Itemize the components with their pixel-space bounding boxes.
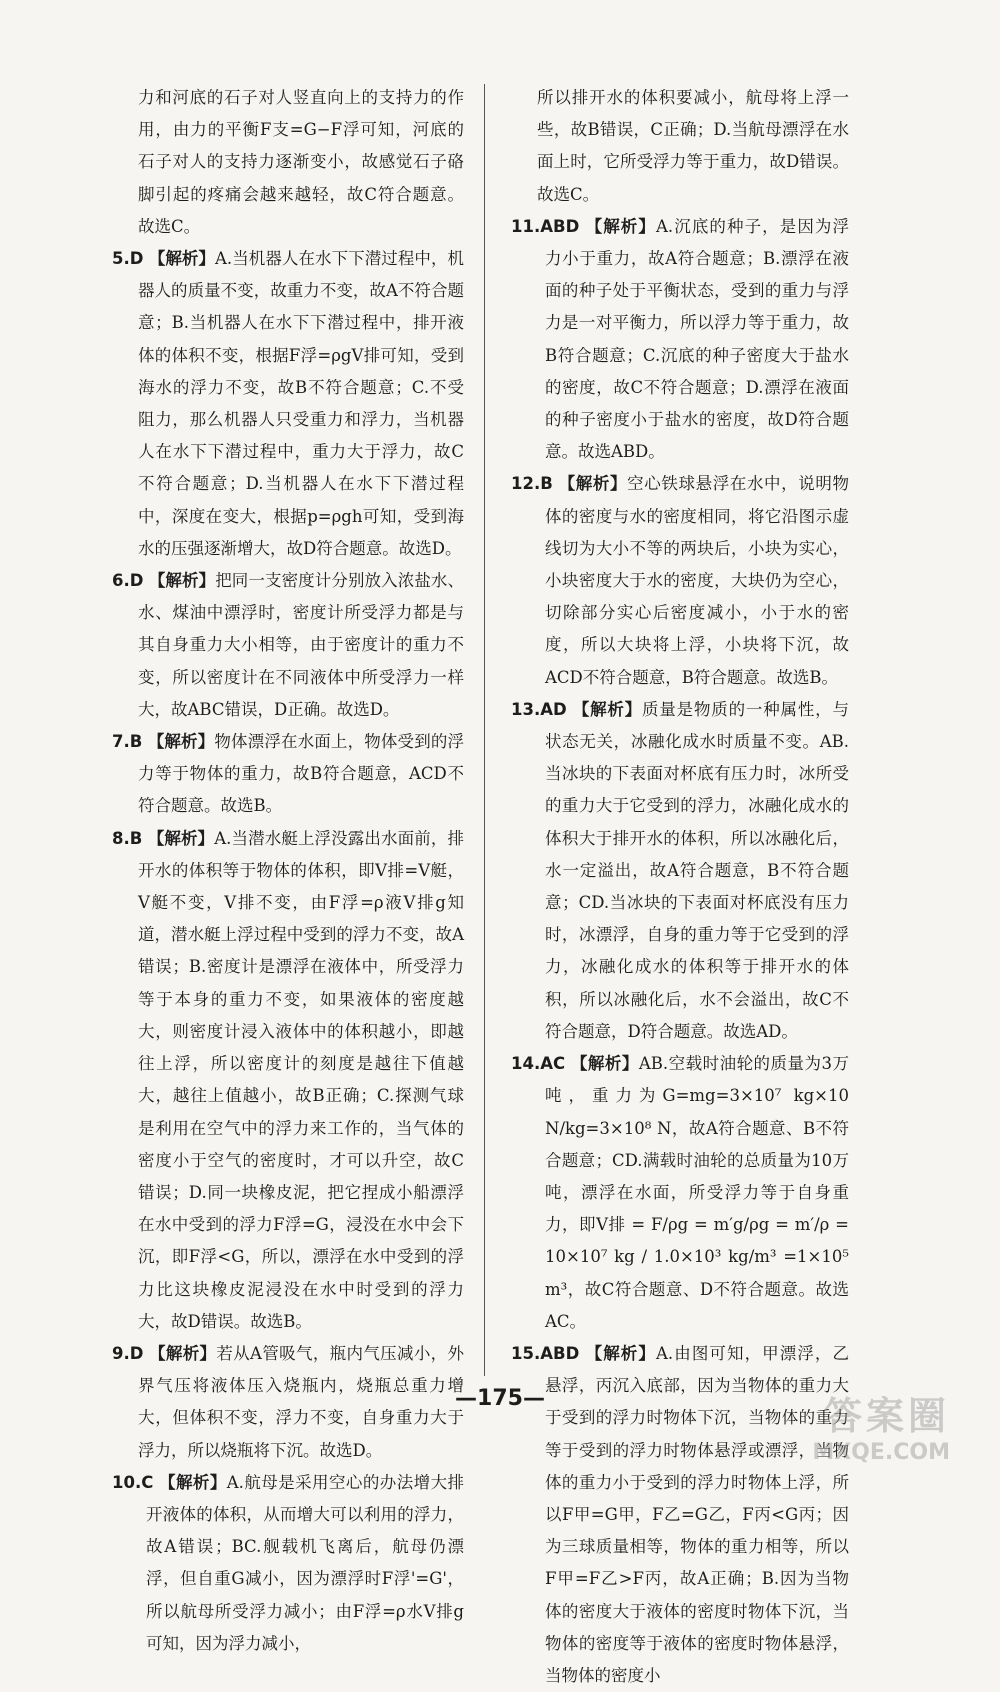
watermark-logo [760, 1385, 950, 1467]
answer-item: 9.D 【解析】若从A管吸气，瓶内气压减小，外界气压将液体压入烧瓶内，烧瓶总重力增大，但体积不变，浮力不变，自身重力大于浮力，所以烧瓶将下沉。故选D。 [112, 1343, 465, 1460]
answer-item: 7.B 【解析】物体漂浮在水面上，物体受到的浮力等于物体的重力，故B符合题意，ACD不符合题意。故选B。 [112, 732, 465, 816]
answer-item: 13.AD 【解析】质量是物质的一种属性，与状态无关，冰融化成水时质量不变。AB.当冰块的下表面对杯底有压力时，冰所受的重力大于它受到的浮力，冰融化成水的体积大于排开水的体积，所以冰融化后，水一定溢出，故A符合题意，B不符合题意；CD.当冰块的下表面对杯底没有压力时，冰漂浮，自身的重力等于它受到的浮力，冰融化成水的体积等于排开水的体积，所以冰融化后，水不会溢出，故C不符合题意，D符合题意。故选AD。 [511, 699, 850, 1041]
page-number: —175— [455, 1386, 545, 1411]
answer-item: 8.B 【解析】A.当潜水艇上浮没露出水面前，排开水的体积等于物体的体积，即V排=V艇，V艇不变，V排不变，由F浮=ρ液V排g知道，潜水艇上浮过程中受到的浮力不变，故A错误；B.密度计是漂浮在液体中，所受浮力等于本身的重力不变，如果液体的密度越大，则密度计浸入液体中的体积越小，即越往上浮，所以密度计的刻度是越往下值越大，越往上值越小，故B正确；C.探测气球是利用在空气中的浮力来工作的，当气体的密度小于空气的密度时，才可以升空，故C错误；D.同一块橡皮泥，把它捏成小船漂浮在水中受到的浮力F浮=G，浸没在水中会下沉，即F浮<G，所以，漂浮在水中受到的浮力比这块橡皮泥浸没在水中时受到的浮力大，故D错误。故选B。 [112, 828, 465, 1331]
answer-item: 14.AC 【解析】AB.空载时油轮的质量为3万吨，重力为G=mg=3×10⁷ kg×10 N/kg=3×10⁸ N，故A符合题意、B不符合题意；CD.满载时油轮的总质量为10万吨，漂浮在水面，所受浮力等于自身重力，即V排 = F/ρg = m′g/ρg = m′/ρ = 10×10⁷ kg / 1.0×10³ kg/m³ =1×10⁵ m³，故C符合题意、D不符合题意。故选AC。 [511, 1054, 850, 1331]
left-column [112, 82, 464, 1660]
answer-item: 10.C 【解析】A.航母是采用空心的办法增大排开液体的体积，从而增大可以利用的浮力，故A错误；BC.舰载机飞离后，航母仍漂浮，但自重G减小，因为漂浮时F浮'=G'，所以航母所受浮力减小；由F浮=ρ水V排g可知，因为浮力减小， [112, 1472, 464, 1653]
watermark-text: 答案圈 [823, 1394, 950, 1438]
answer-continuation: 力和河底的石子对人竖直向上的支持力的作用，由力的平衡F支=G−F浮可知，河底的石子对人的支持力逐渐变小，故感觉石子硌脚引起的疼痛会越来越轻，故C符合题意。故选C。 [138, 88, 464, 236]
answer-continuation: 所以排开水的体积要减小，航母将上浮一些，故B错误，C正确；D.当航母漂浮在水面上时，它所受浮力等于重力，故D错误。故选C。 [537, 88, 849, 204]
answer-item: 11.ABD 【解析】A.沉底的种子，是因为浮力小于重力，故A符合题意；B.漂浮在液面的种子处于平衡状态，受到的重力与浮力是一对平衡力，所以浮力等于重力，故B符合题意；C.沉底的种子密度大于盐水的密度，故C不符合题意；D.漂浮在液面的种子密度小于盐水的密度，故D符合题意。故选ABD。 [511, 216, 850, 462]
answer-item: 15.ABD 【解析】A.由图可知，甲漂浮，乙悬浮，丙沉入底部，因为当物体的重力大于受到的浮力时物体下沉，当物体的重力等于受到的浮力时物体悬浮或漂浮，当物体的重力小于受到的浮力时物体上浮，所以F甲=G甲，F乙=G乙，F丙<G丙；因为三球质量相等，物体的重力相等，所以F甲=F乙>F丙，故A正确；B.因为当物体的密度大于液体的密度时物体下沉，当物体的密度等于液体的密度时物体悬浮，当物体的密度小 [511, 1343, 850, 1685]
answer-item: 6.D 【解析】把同一支密度计分别放入浓盐水、水、煤油中漂浮时，密度计所受浮力都是与其自身重力大小相等，由于密度计的重力不变，所以密度计在不同液体中所受浮力一样大，故ABC错误，D正确。故选D。 [112, 571, 465, 719]
watermark-url: MXQE.COM [812, 1440, 950, 1465]
answer-item: 12.B 【解析】空心铁球悬浮在水中，说明物体的密度与水的密度相同，将它沿图示虚线切为大小不等的两块后，小块为实心，小块密度大于水的密度，大块仍为空心，切除部分实心后密度减小，小于水的密度，所以大块将上浮，小块将下沉，故ACD不符合题意，B符合题意。故选B。 [511, 474, 850, 687]
column-divider [484, 84, 485, 1376]
answer-item: 5.D 【解析】A.当机器人在水下下潜过程中，机器人的质量不变，故重力不变，故A不符合题意；B.当机器人在水下下潜过程中，排开液体的体积不变，根据F浮=ρgV排可知，受到海水的浮力不变，故B不符合题意；C.不受阻力，那么机器人只受重力和浮力，当机器人在水下下潜过程中，重力大于浮力，故C不符合题意；D.当机器人在水下下潜过程中，深度在变大，根据p=ρgh可知，受到海水的压强逐渐增大，故D符合题意。故选D。 [112, 249, 465, 558]
